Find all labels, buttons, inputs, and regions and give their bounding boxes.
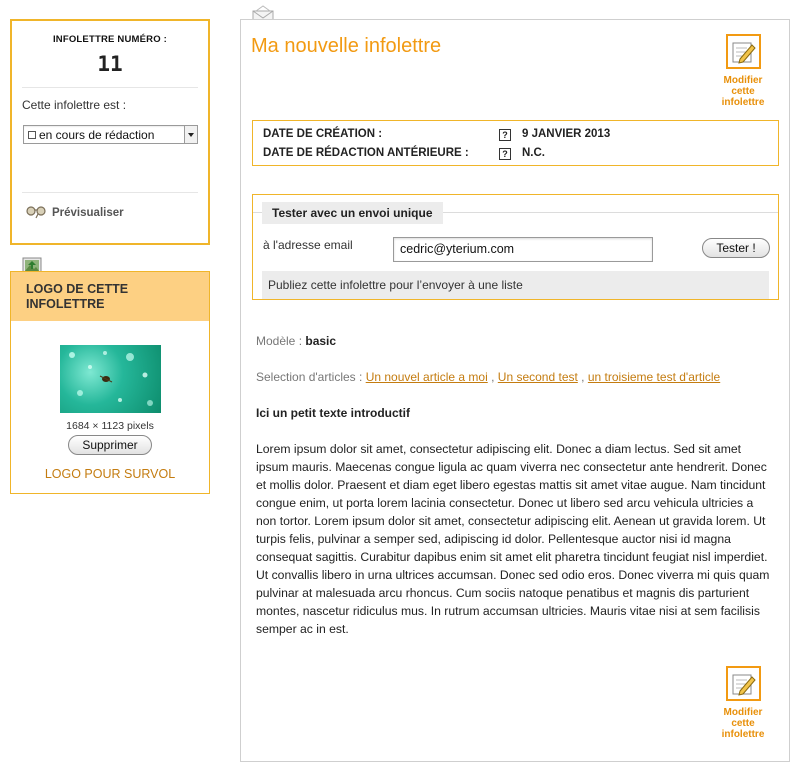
issue-number-value: 11 <box>97 52 123 76</box>
model-line <box>256 334 336 348</box>
state-label: Cette infolettre est : <box>22 98 127 112</box>
help-icon[interactable]: ? <box>499 129 511 141</box>
model-value: basic <box>305 334 337 348</box>
article-link[interactable]: Un second test <box>497 370 578 384</box>
previous-date-label: DATE DE RÉDACTION ANTÉRIEURE : <box>263 147 469 159</box>
articles-line: Selection d'articles : Un nouvel article a moi , Un second test , un troisieme test d'article <box>256 370 721 384</box>
logo-panel-title: LOGO DE CETTE INFOLETTRE <box>11 272 209 321</box>
article-link[interactable]: un troisieme test d'article <box>587 370 721 384</box>
email-input[interactable]: cedric@yterium.com <box>393 237 653 262</box>
pencil-notepad-icon <box>726 666 761 701</box>
article-link[interactable]: Un nouvel article a moi <box>365 370 488 384</box>
previous-date-value: N.C. <box>522 147 545 159</box>
logo-thumbnail <box>60 345 161 413</box>
delete-logo-button[interactable]: Supprimer <box>68 435 152 455</box>
articles-label: Selection d'articles : <box>256 370 363 384</box>
publish-note: Publiez cette infolettre pour l’envoyer à une liste <box>262 271 769 299</box>
test-send-legend: Tester avec un envoi unique <box>262 202 443 224</box>
edit-newsletter-button[interactable] <box>708 34 778 108</box>
test-button[interactable]: Tester ! <box>702 238 770 258</box>
edit-newsletter-label: Modifier cette infolettre <box>721 75 765 108</box>
intro-body-text: Lorem ipsum dolor sit amet, consectetur adipiscing elit. Donec a diam lectus. Sed sit amet ipsum mauris. Maecenas congue ligula ac quam viverra nec consectetur ante hendrerit. Donec et mollis dolor. Praesent et diam eget libero egestas mattis sit amet vitae augue. Nam tincidunt congue enim, ut porta lorem lacinia consectetur. Donec ut libero sed arcu vehicula ultricies a non tortor. Lorem ipsum dolor sit amet, consectetur adipiscing elit. Aenean ut gravida lorem. Ut turpis felis, pulvinar a semper sed, adipiscing id dolor. Pellentesque auctor nisi id magna consequat sagittis. Curabitur dapibus enim sit amet elit pharetra tincidunt feugiat nisl imperdiet. Ut convallis libero in urna ultrices accumsan. Donec sed odio eros. Donec viverra mi quis quam pulvinar at malesuada arcu rhoncus. Cum sociis natoque penatibus et magnis dis parturient montes, nascetur ridiculus mus. In rutrum accumsan ultricies. Mauris vitae nisi at sem facilisis semper ac in est. <box>256 442 770 636</box>
issue-info-panel <box>10 19 210 245</box>
logo-dimensions: 1684 × 1123 pixels <box>66 420 154 432</box>
issue-number-label: INFOLETTRE NUMÉRO : <box>52 34 168 45</box>
hover-logo-link[interactable]: LOGO POUR SURVOL <box>44 467 176 481</box>
divider <box>22 192 198 193</box>
glasses-icon <box>26 205 48 222</box>
preview-link[interactable] <box>26 205 124 222</box>
test-send-panel <box>252 194 779 300</box>
state-select[interactable] <box>23 125 198 144</box>
creation-date-value: 9 JANVIER 2013 <box>522 128 611 140</box>
intro-title: Ici un petit texte introductif <box>256 406 411 420</box>
chevron-down-icon[interactable] <box>184 126 197 143</box>
page-title: Ma nouvelle infolettre <box>251 35 442 57</box>
edit-newsletter-button[interactable] <box>708 666 778 740</box>
divider <box>22 87 198 88</box>
dates-panel <box>252 120 779 166</box>
pencil-notepad-icon <box>726 34 761 69</box>
creation-date-label: DATE DE CRÉATION : <box>263 128 383 140</box>
preview-label: Prévisualiser <box>52 207 124 219</box>
logo-panel <box>10 271 210 494</box>
edit-newsletter-label: Modifier cette infolettre <box>721 707 765 740</box>
state-select-value: en cours de rédaction <box>39 128 155 142</box>
checkbox-icon <box>28 131 36 139</box>
newsletter-main-panel <box>240 19 790 762</box>
email-label: à l'adresse email <box>263 238 353 252</box>
model-label: Modèle : <box>256 334 303 348</box>
help-icon[interactable]: ? <box>499 148 511 160</box>
